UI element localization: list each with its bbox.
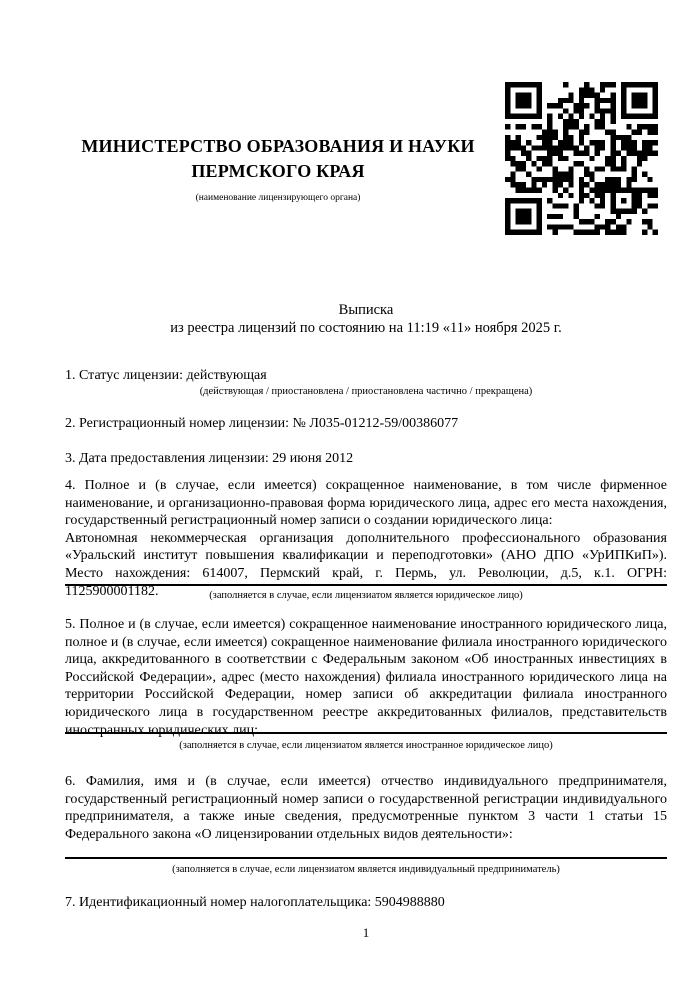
section-6-intro: 6. Фамилия, имя и (в случае, если имеется) отчество индивидуального предпринимателя, государственный регистрационный номер записи о государственной регистрации индивидуального предпринимателя, а также иные сведения, предусмотренные пунктом 3 части 1 статьи 15 Федерального закона «О лицензировании отдельных видов деятельности»:	[65, 774, 667, 842]
ministry-name-line1: МИНИСТЕРСТВО ОБРАЗОВАНИЯ И НАУКИ	[81, 136, 475, 156]
page-number: 1	[362, 925, 370, 940]
licensing-authority-header	[65, 134, 491, 203]
licensing-authority-caption: (наименование лицензирующего органа)	[195, 193, 361, 203]
section-5-foreign-entity	[65, 616, 667, 739]
document-title-line2: из реестра лицензий по состоянию на 11:19 «11» ноября 2025 г.	[170, 319, 562, 336]
section-1-caption: (действующая / приостановлена / приостановлена частично / прекращена)	[199, 386, 533, 397]
document-title-line1: Выписка	[338, 302, 394, 318]
section-5-intro: 5. Полное и (в случае, если имеется) сокращенное наименование иностранного юридического лица, полное и (в случае, если имеется) сокращенное наименование филиала иностранного юридического лица, аккредитованного в соответствии с Федеральным законом «Об иностранных инвестициях в Российской Федерации», адрес (место нахождения) филиала иностранного юридического лица на территории Российской Федерации, номер записи об аккредитации филиала иностранного юридического лица в государственном реестре аккредитованных филиалов, представительств иностранных юридических лиц:	[65, 617, 667, 738]
section-4-value: Автономная некоммерческая организация дополнительного профессионального образования «Уральский институт повышения квалификации и переподготовки» (АНО ДПО «УрИПКиП»). Место нахождения: 614007, Пермский край, г. Пермь, ул. Революции, д.5, к.1. ОГРН: 1125900001182.	[65, 530, 667, 599]
section-3-grant-date: 3. Дата предоставления лицензии: 29 июня 2012	[65, 451, 354, 466]
section-4-legal-entity	[65, 477, 667, 600]
section-6-fill-line	[65, 857, 667, 859]
section-7-taxpayer-number: 7. Идентификационный номер налогоплательщика: 5904988880	[65, 895, 445, 910]
qr-code-icon	[505, 82, 658, 235]
document-title	[65, 302, 667, 337]
section-1-license-status: 1. Статус лицензии: действующая	[65, 368, 267, 383]
section-4-intro: 4. Полное и (в случае, если имеется) сокращенное наименование, в том числе фирменное наименование, и организационно-правовая форма юридического лица, адрес его места нахождения, государственный регистрационный номер записи о создании юридического лица:	[65, 478, 667, 529]
section-6-individual-entrepreneur	[65, 773, 667, 843]
section-5-fill-line	[65, 732, 667, 734]
section-5-caption: (заполняется в случае, если лицензиатом является иностранное юридическое лицо)	[179, 740, 553, 751]
section-6-caption: (заполняется в случае, если лицензиатом является индивидуальный предприниматель)	[172, 864, 560, 875]
section-2-registration-number: 2. Регистрационный номер лицензии: № Л035-01212-59/00386077	[65, 416, 459, 431]
section-4-fill-line	[65, 584, 667, 586]
section-4-caption: (заполняется в случае, если лицензиатом является юридическое лицо)	[209, 590, 523, 601]
ministry-name-line2: ПЕРМСКОГО КРАЯ	[191, 161, 365, 181]
